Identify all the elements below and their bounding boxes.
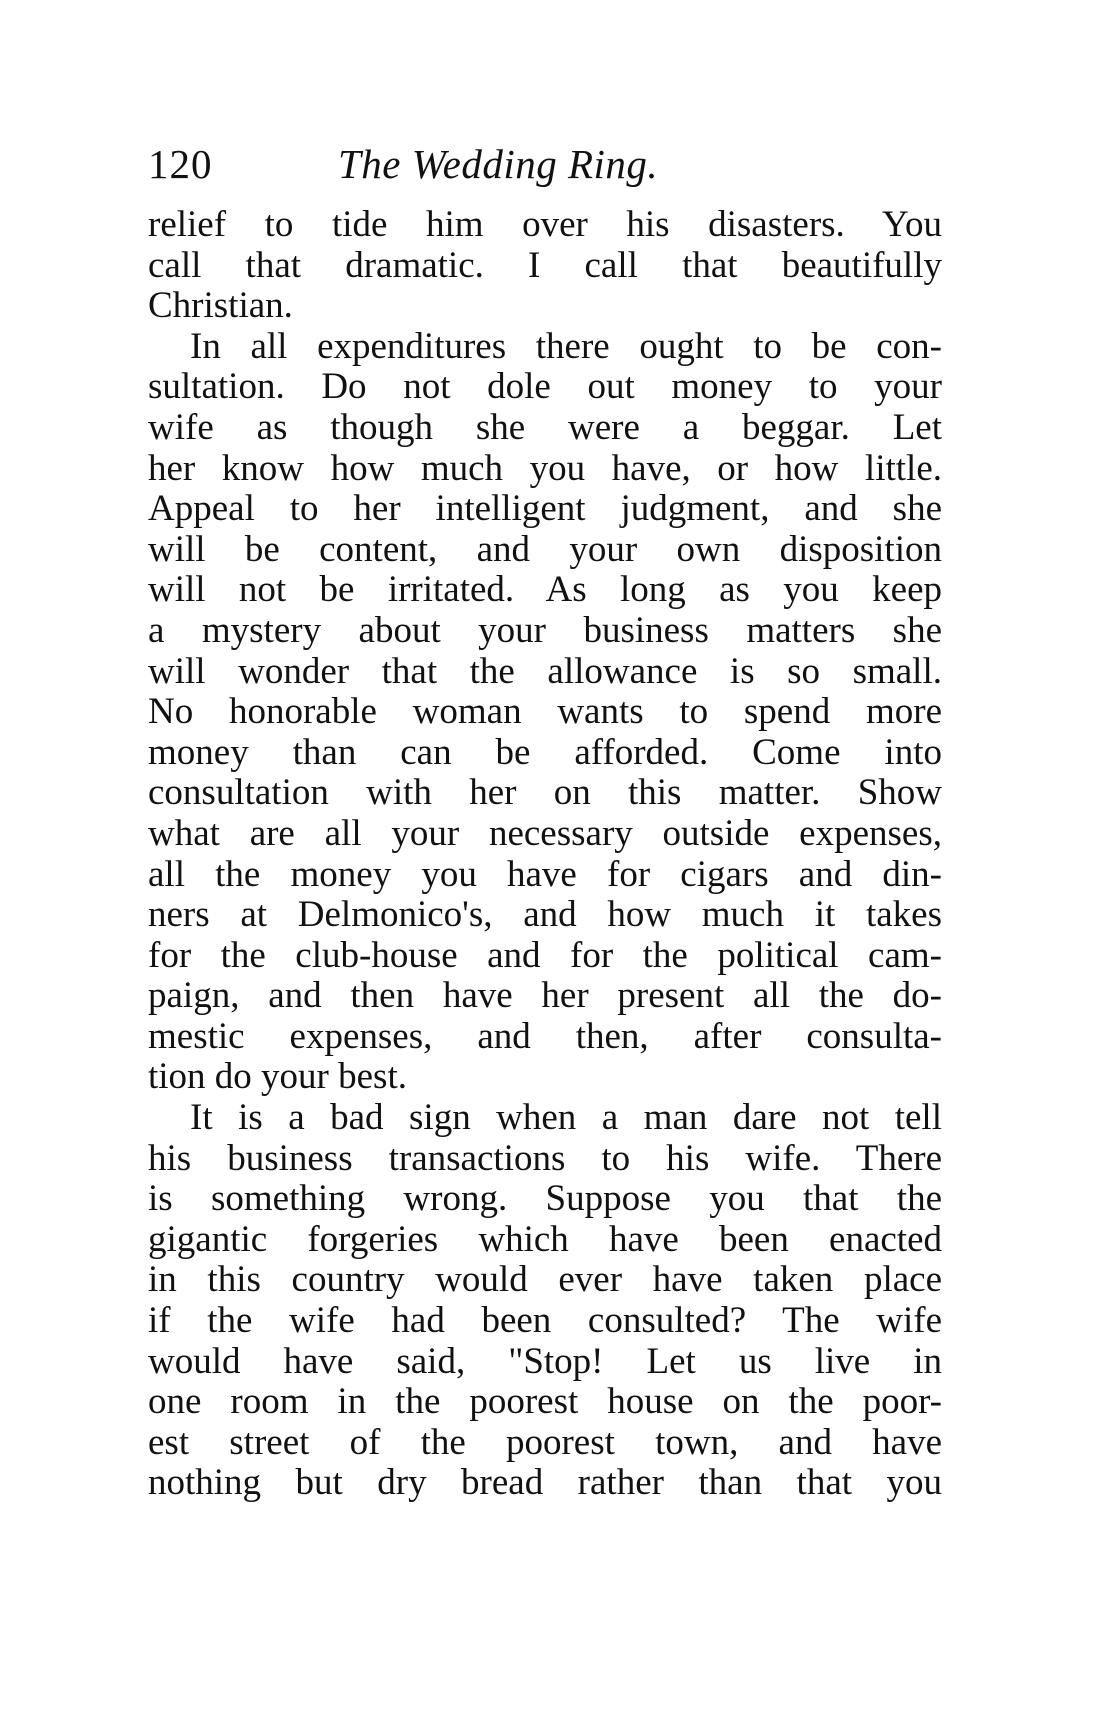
running-title: The Wedding Ring. [338, 141, 659, 187]
text-line: will wonder that the allowance is so small. [148, 651, 942, 692]
text-line: one room in the poorest house on the poor- [148, 1382, 942, 1423]
text-line: paign, and then have her present all the do- [148, 976, 942, 1017]
paragraph-start-line: It is a bad sign when a man dare not tell [190, 1098, 942, 1139]
text-line: consultation with her on this matter. Show [148, 773, 942, 814]
text-line: relief to tide him over his disasters. You [148, 205, 942, 245]
text-line: No honorable woman wants to spend more [148, 692, 942, 733]
text-line: Appeal to her intelligent judgment, and she [148, 489, 942, 530]
text-line: in this country would ever have taken place [148, 1260, 942, 1301]
paragraph-start-line: In all expenditures there ought to be con- [190, 326, 942, 367]
text-line: a mystery about your business matters she [148, 610, 942, 651]
page-number: 120 [148, 141, 213, 187]
text-line: mestic expenses, and then, after consulta- [148, 1016, 942, 1057]
text-line: will be content, and your own disposition [148, 529, 942, 570]
text-line: sultation. Do not dole out money to your [148, 367, 942, 408]
text-line: her know how much you have, or how little. [148, 448, 942, 489]
text-line: est street of the poorest town, and have [148, 1422, 942, 1463]
text-line: wife as though she were a beggar. Let [148, 407, 942, 448]
text-line: would have said, "Stop! Let us live in [148, 1341, 942, 1382]
text-line: what are all your necessary outside expenses, [148, 813, 942, 854]
text-line: gigantic forgeries which have been enacted [148, 1219, 942, 1260]
text-line: Christian. [148, 286, 293, 327]
text-line: will not be irritated. As long as you keep [148, 570, 942, 611]
text-line: for the club-house and for the political cam- [148, 935, 942, 976]
text-line: nothing but dry bread rather than that you [148, 1463, 942, 1504]
text-line: if the wife had been consulted? The wife [148, 1301, 942, 1342]
text-line: his business transactions to his wife. There [148, 1138, 942, 1179]
text-line: money than can be afforded. Come into [148, 732, 942, 773]
text-line: all the money you have for cigars and din- [148, 854, 942, 895]
text-line: ners at Delmonico's, and how much it takes [148, 895, 942, 936]
running-head [148, 136, 948, 192]
text-line: call that dramatic. I call that beautifully [148, 245, 942, 286]
text-line: is something wrong. Suppose you that the [148, 1179, 942, 1220]
body-text [148, 205, 942, 1504]
text-line: tion do your best. [148, 1057, 407, 1098]
